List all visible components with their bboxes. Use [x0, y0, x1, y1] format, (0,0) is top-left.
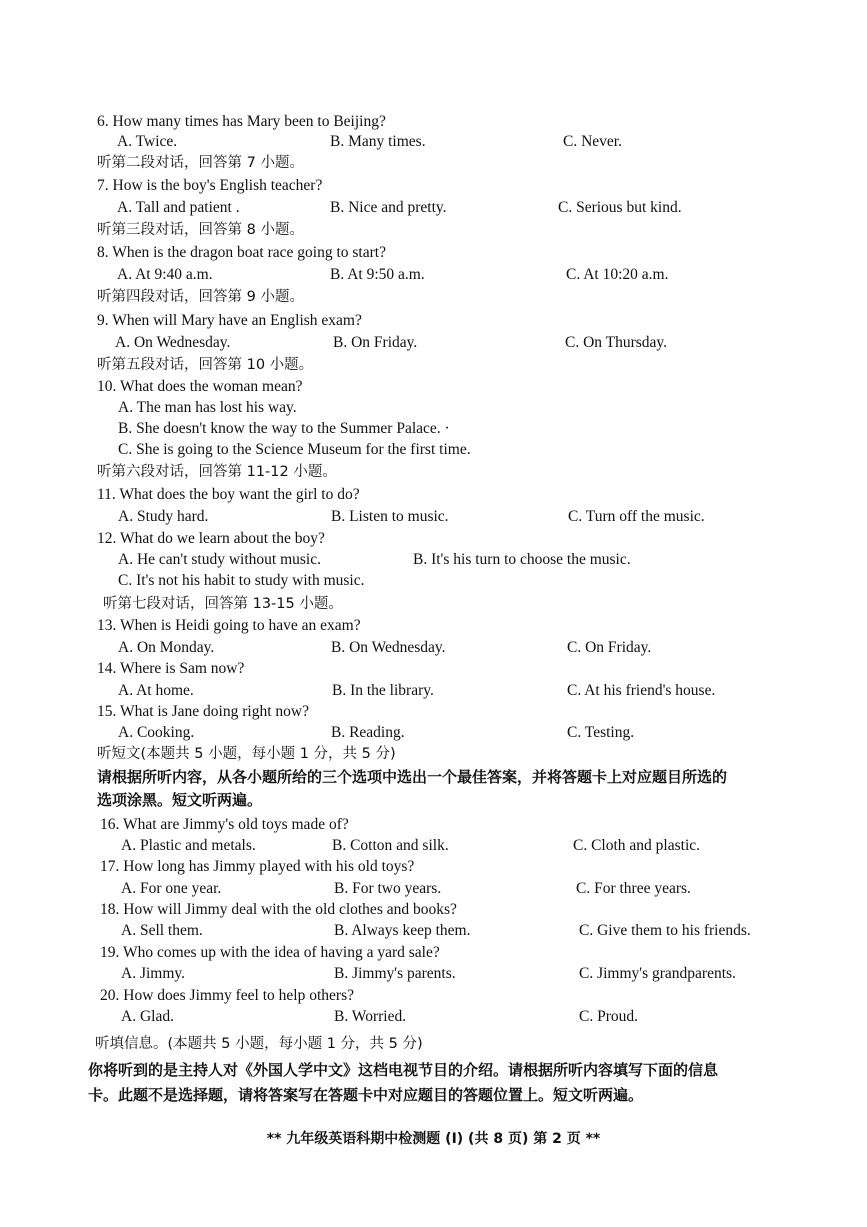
question-18: 18. How will Jimmy deal with the old clothes and books? [100, 901, 457, 918]
q10-option-a: A. The man has lost his way. [118, 399, 297, 416]
part-short-instruction-1: 请根据所听内容，从各小题所给的三个选项中选出一个最佳答案，并将答题卡上对应题目所选的 [97, 768, 728, 786]
q7-option-b: B. Nice and pretty. [330, 199, 447, 216]
q8-option-a: A. At 9:40 a.m. [117, 266, 213, 283]
q13-option-b: B. On Wednesday. [331, 639, 446, 656]
question-12: 12. What do we learn about the boy? [97, 530, 325, 547]
q14-option-b: B. In the library. [332, 682, 434, 699]
q14-option-c: C. At his friend's house. [567, 682, 716, 699]
question-10: 10. What does the woman mean? [97, 378, 303, 395]
question-14: 14. Where is Sam now? [97, 660, 245, 677]
q6-option-b: B. Many times. [330, 133, 426, 150]
q10-option-b: B. She doesn't know the way to the Summer Palace. · [118, 420, 450, 437]
part-fill-instruction-2: 卡。此题不是选择题，请将答案写在答题卡中对应题目的答题位置上。短文听两遍。 [88, 1086, 644, 1104]
q8-option-b: B. At 9:50 a.m. [330, 266, 425, 283]
q15-option-c: C. Testing. [567, 724, 635, 741]
q16-option-a: A. Plastic and metals. [121, 837, 256, 854]
q11-option-c: C. Turn off the music. [568, 508, 705, 525]
section-header-13: 听第七段对话，回答第 13-15 小题。 [103, 596, 343, 612]
q17-option-a: A. For one year. [121, 880, 222, 897]
q19-option-b: B. Jimmy's parents. [334, 965, 456, 982]
q6-option-a: A. Twice. [117, 133, 178, 150]
section-header-11: 听第六段对话，回答第 11-12 小题。 [97, 464, 337, 480]
q9-option-c: C. On Thursday. [565, 334, 668, 351]
q6-option-c: C. Never. [563, 133, 622, 150]
q12-option-a: A. He can't study without music. [118, 551, 321, 568]
section-header-10: 听第五段对话，回答第 10 小题。 [97, 357, 314, 373]
q12-option-c: C. It's not his habit to study with music. [118, 572, 365, 589]
part-fill-title: 听填信息。(本题共 5 小题，每小题 1 分，共 5 分) [95, 1036, 423, 1052]
q15-option-b: B. Reading. [331, 724, 405, 741]
question-9: 9. When will Mary have an English exam? [97, 312, 362, 329]
question-13: 13. When is Heidi going to have an exam? [97, 617, 361, 634]
section-header-7: 听第二段对话，回答第 7 小题。 [97, 155, 304, 171]
q11-option-b: B. Listen to music. [331, 508, 449, 525]
q20-option-b: B. Worried. [334, 1008, 407, 1025]
q20-option-c: C. Proud. [579, 1008, 638, 1025]
q18-option-b: B. Always keep them. [334, 922, 471, 939]
q9-option-b: B. On Friday. [333, 334, 418, 351]
q16-option-c: C. Cloth and plastic. [573, 837, 701, 854]
q19-option-a: A. Jimmy. [121, 965, 186, 982]
q15-option-a: A. Cooking. [118, 724, 195, 741]
q20-option-a: A. Glad. [121, 1008, 174, 1025]
q17-option-b: B. For two years. [334, 880, 442, 897]
q18-option-a: A. Sell them. [121, 922, 203, 939]
q7-option-a: A. Tall and patient . [117, 199, 240, 216]
page-footer: ** 九年级英语科期中检测题 (I) (共 8 页) 第 2 页 ** [266, 1131, 601, 1147]
q8-option-c: C. At 10:20 a.m. [566, 266, 669, 283]
q14-option-a: A. At home. [118, 682, 194, 699]
q19-option-c: C. Jimmy's grandparents. [579, 965, 736, 982]
question-20: 20. How does Jimmy feel to help others? [100, 987, 354, 1004]
question-17: 17. How long has Jimmy played with his old toys? [100, 858, 415, 875]
part-fill-instruction-1: 你将听到的是主持人对《外国人学中文》这档电视节目的介绍。请根据所听内容填写下面的信息 [88, 1061, 719, 1079]
q18-option-c: C. Give them to his friends. [579, 922, 751, 939]
question-8: 8. When is the dragon boat race going to start? [97, 244, 386, 261]
question-16: 16. What are Jimmy's old toys made of? [100, 816, 349, 833]
question-6: 6. How many times has Mary been to Beijing? [97, 113, 386, 130]
q11-option-a: A. Study hard. [118, 508, 209, 525]
part-short-title: 听短文(本题共 5 小题，每小题 1 分，共 5 分) [97, 746, 396, 762]
q12-option-b: B. It's his turn to choose the music. [413, 551, 631, 568]
question-15: 15. What is Jane doing right now? [97, 703, 309, 720]
part-short-instruction-2: 选项涂黑。短文听两遍。 [97, 791, 263, 809]
question-11: 11. What does the boy want the girl to do? [97, 486, 360, 503]
q13-option-a: A. On Monday. [118, 639, 215, 656]
section-header-8: 听第三段对话，回答第 8 小题。 [97, 222, 304, 238]
question-19: 19. Who comes up with the idea of having a yard sale? [100, 944, 440, 961]
q17-option-c: C. For three years. [576, 880, 691, 897]
q7-option-c: C. Serious but kind. [558, 199, 682, 216]
question-7: 7. How is the boy's English teacher? [97, 177, 323, 194]
q9-option-a: A. On Wednesday. [115, 334, 231, 351]
q10-option-c: C. She is going to the Science Museum for the first time. [118, 441, 471, 458]
q16-option-b: B. Cotton and silk. [332, 837, 449, 854]
section-header-9: 听第四段对话，回答第 9 小题。 [97, 289, 304, 305]
q13-option-c: C. On Friday. [567, 639, 652, 656]
